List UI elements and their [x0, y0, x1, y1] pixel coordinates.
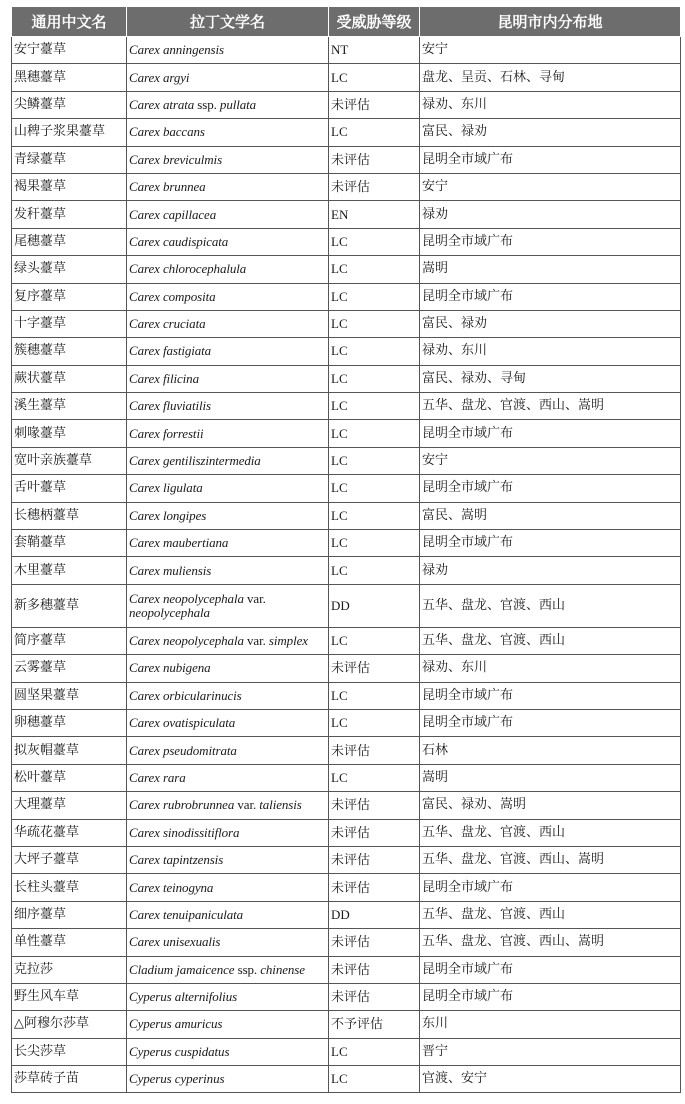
cell-distribution: 东川 [420, 1011, 681, 1038]
table-row [12, 709, 681, 736]
header-threat-level: 受威胁等级 [329, 7, 420, 37]
latin-epithet: amuricus [174, 1016, 223, 1032]
cell-chinese-name: 刺喙薹草 [12, 420, 127, 447]
cell-distribution: 五华、盘龙、官渡、西山、嵩明 [420, 929, 681, 956]
cell-distribution: 禄劝 [420, 557, 681, 584]
latin-epithet: anningensis [162, 42, 224, 58]
header-row [12, 7, 681, 37]
cell-distribution: 昆明全市域广布 [420, 874, 681, 901]
latin-epithet: cuspidatus [174, 1043, 230, 1059]
table-row [12, 91, 681, 118]
table-row [12, 929, 681, 956]
cell-latin-name [127, 557, 329, 584]
cell-chinese-name: 套鞘薹草 [12, 530, 127, 557]
table-row [12, 310, 681, 337]
cell-threat-level: NT [329, 37, 420, 64]
cell-distribution: 五华、盘龙、官渡、西山、嵩明 [420, 846, 681, 873]
latin-genus: Carex [129, 343, 160, 359]
latin-epithet: jamaicence [176, 961, 235, 977]
latin-genus: Carex [129, 96, 160, 112]
latin-genus: Cyperus [129, 1071, 172, 1087]
table-row [12, 228, 681, 255]
latin-genus: Carex [129, 633, 160, 648]
latin-epithet: chlorocephalula [162, 261, 247, 277]
cell-threat-level: LC [329, 393, 420, 420]
latin-epithet: longipes [162, 507, 207, 523]
cell-distribution: 昆明全市域广布 [420, 682, 681, 709]
table-row [12, 1011, 681, 1038]
cell-threat-level: LC [329, 119, 420, 146]
cell-distribution: 昆明全市域广布 [420, 709, 681, 736]
cell-chinese-name: 褐果薹草 [12, 173, 127, 200]
latin-genus: Carex [129, 687, 160, 703]
latin-genus: Carex [129, 852, 160, 868]
cell-threat-level: LC [329, 627, 420, 654]
latin-genus: Carex [129, 370, 160, 386]
cell-threat-level: 未评估 [329, 91, 420, 118]
latin-genus: Carex [129, 535, 160, 551]
cell-distribution: 富民、嵩明 [420, 502, 681, 529]
cell-chinese-name: 克拉莎 [12, 956, 127, 983]
cell-threat-level: 未评估 [329, 792, 420, 819]
cell-threat-level: DD [329, 901, 420, 928]
table-row [12, 627, 681, 654]
table-row [12, 338, 681, 365]
table-row [12, 874, 681, 901]
cell-threat-level: EN [329, 201, 420, 228]
cell-distribution: 安宁 [420, 173, 681, 200]
latin-epithet: teinogyna [162, 879, 214, 895]
cell-chinese-name: 蕨状薹草 [12, 365, 127, 392]
cell-chinese-name: 舌叶薹草 [12, 475, 127, 502]
cell-chinese-name: 云雾薹草 [12, 655, 127, 682]
latin-genus: Carex [129, 797, 160, 813]
table-body [12, 37, 681, 1093]
cell-threat-level: 未评估 [329, 874, 420, 901]
latin-genus: Cyperus [129, 1016, 172, 1032]
cell-latin-name [127, 682, 329, 709]
cell-threat-level: LC [329, 256, 420, 283]
cell-latin-name [127, 119, 329, 146]
cell-distribution: 昆明全市域广布 [420, 283, 681, 310]
cell-latin-name [127, 201, 329, 228]
cell-distribution: 五华、盘龙、官渡、西山 [420, 584, 681, 627]
cell-distribution: 富民、禄劝、嵩明 [420, 792, 681, 819]
cell-latin-name [127, 228, 329, 255]
cell-chinese-name: 绿头薹草 [12, 256, 127, 283]
latin-epithet: neopolycephala [162, 590, 244, 606]
table-header [12, 7, 681, 37]
cell-chinese-name: 长穗柄薹草 [12, 502, 127, 529]
cell-chinese-name: 卵穗薹草 [12, 709, 127, 736]
cell-threat-level: LC [329, 365, 420, 392]
cell-latin-name [127, 584, 329, 627]
cell-threat-level: LC [329, 502, 420, 529]
table-row [12, 956, 681, 983]
cell-distribution: 富民、禄劝 [420, 119, 681, 146]
table-row [12, 119, 681, 146]
cell-latin-name [127, 173, 329, 200]
cell-threat-level: 不予评估 [329, 1011, 420, 1038]
table-row [12, 283, 681, 310]
latin-genus: Carex [129, 660, 160, 676]
cell-chinese-name: 华疏花薹草 [12, 819, 127, 846]
latin-genus: Carex [129, 715, 160, 731]
table-row [12, 1066, 681, 1093]
latin-epithet: sinodissitiflora [162, 824, 240, 840]
cell-latin-name [127, 655, 329, 682]
latin-epithet: neopolycephala [162, 633, 244, 648]
latin-epithet: breviculmis [162, 151, 223, 167]
cell-distribution: 五华、盘龙、官渡、西山、嵩明 [420, 393, 681, 420]
table-row [12, 393, 681, 420]
cell-distribution: 昆明全市域广布 [420, 530, 681, 557]
latin-epithet: forrestii [162, 425, 204, 441]
cell-latin-name [127, 502, 329, 529]
cell-distribution: 五华、盘龙、官渡、西山 [420, 627, 681, 654]
latin-epithet: maubertiana [162, 535, 229, 551]
latin-rank: var. [237, 797, 257, 813]
latin-epithet: alternifolius [174, 989, 238, 1005]
cell-chinese-name: 溪生薹草 [12, 393, 127, 420]
cell-threat-level: LC [329, 764, 420, 791]
latin-epithet: fastigiata [162, 343, 212, 359]
cell-latin-name [127, 792, 329, 819]
species-table [11, 7, 681, 1093]
table-row [12, 655, 681, 682]
latin-genus: Carex [129, 562, 160, 578]
latin-genus: Carex [129, 261, 160, 277]
cell-chinese-name: 宽叶亲族薹草 [12, 447, 127, 474]
cell-distribution: 石林 [420, 737, 681, 764]
cell-chinese-name: 大坪子薹草 [12, 846, 127, 873]
cell-threat-level: LC [329, 682, 420, 709]
table-row [12, 173, 681, 200]
latin-epithet: composita [162, 288, 216, 304]
cell-latin-name [127, 91, 329, 118]
cell-threat-level: LC [329, 447, 420, 474]
cell-distribution: 禄劝 [420, 201, 681, 228]
cell-chinese-name: 木里薹草 [12, 557, 127, 584]
cell-distribution: 官渡、安宁 [420, 1066, 681, 1093]
table-row [12, 365, 681, 392]
latin-infraspecific: taliensis [259, 797, 302, 813]
cell-latin-name [127, 874, 329, 901]
cell-chinese-name: 细序薹草 [12, 901, 127, 928]
cell-threat-level: LC [329, 1038, 420, 1065]
latin-epithet: ligulata [162, 480, 203, 496]
latin-genus: Carex [129, 151, 160, 167]
table-row [12, 447, 681, 474]
cell-chinese-name: 单性薹草 [12, 929, 127, 956]
table-row [12, 557, 681, 584]
cell-distribution: 昆明全市域广布 [420, 420, 681, 447]
cell-distribution: 安宁 [420, 447, 681, 474]
cell-chinese-name: 山稗子浆果薹草 [12, 119, 127, 146]
latin-genus: Carex [129, 233, 160, 249]
table-row [12, 983, 681, 1010]
latin-epithet: argyi [162, 69, 190, 85]
latin-epithet: brunnea [162, 179, 206, 195]
cell-chinese-name: 十字薹草 [12, 310, 127, 337]
latin-genus: Cyperus [129, 1043, 172, 1059]
cell-distribution: 昆明全市域广布 [420, 956, 681, 983]
latin-genus: Cladium [129, 961, 174, 977]
latin-epithet: unisexualis [162, 934, 221, 950]
cell-threat-level: LC [329, 338, 420, 365]
cell-latin-name [127, 365, 329, 392]
latin-epithet: pseudomitrata [162, 742, 237, 758]
latin-genus: Carex [129, 288, 160, 304]
cell-distribution: 嵩明 [420, 256, 681, 283]
latin-genus: Carex [129, 879, 160, 895]
latin-epithet: gentiliszintermedia [162, 453, 261, 469]
cell-chinese-name: 复序薹草 [12, 283, 127, 310]
cell-distribution: 安宁 [420, 37, 681, 64]
cell-distribution: 富民、禄劝、寻甸 [420, 365, 681, 392]
cell-threat-level: 未评估 [329, 956, 420, 983]
cell-threat-level: LC [329, 530, 420, 557]
table-row [12, 475, 681, 502]
cell-latin-name [127, 846, 329, 873]
cell-chinese-name: 尖鳞薹草 [12, 91, 127, 118]
cell-latin-name [127, 901, 329, 928]
table-row [12, 764, 681, 791]
latin-epithet: fluviatilis [162, 398, 211, 414]
cell-threat-level: LC [329, 310, 420, 337]
latin-epithet: rara [162, 769, 186, 785]
cell-chinese-name: 发秆薹草 [12, 201, 127, 228]
latin-epithet: cruciata [162, 316, 206, 332]
cell-chinese-name: △阿穆尔莎草 [12, 1011, 127, 1038]
table-row [12, 201, 681, 228]
latin-epithet: tenuipaniculata [162, 906, 244, 922]
cell-threat-level: LC [329, 475, 420, 502]
table-row [12, 792, 681, 819]
cell-chinese-name: 拟灰帽薹草 [12, 737, 127, 764]
latin-genus: Carex [129, 316, 160, 332]
latin-infraspecific: pullata [219, 96, 257, 112]
cell-latin-name [127, 819, 329, 846]
cell-latin-name [127, 146, 329, 173]
cell-distribution: 五华、盘龙、官渡、西山 [420, 819, 681, 846]
latin-infraspecific: simplex [268, 633, 308, 648]
cell-threat-level: 未评估 [329, 846, 420, 873]
cell-latin-name [127, 338, 329, 365]
cell-distribution: 嵩明 [420, 764, 681, 791]
header-chinese-name: 通用中文名 [12, 7, 127, 37]
cell-chinese-name: 圆坚果薹草 [12, 682, 127, 709]
cell-latin-name [127, 475, 329, 502]
cell-threat-level: LC [329, 709, 420, 736]
cell-threat-level: 未评估 [329, 173, 420, 200]
cell-latin-name [127, 393, 329, 420]
cell-latin-name [127, 627, 329, 654]
table-row [12, 146, 681, 173]
cell-latin-name [127, 420, 329, 447]
table-row [12, 420, 681, 447]
latin-genus: Carex [129, 453, 160, 469]
cell-threat-level: 未评估 [329, 146, 420, 173]
table-row [12, 901, 681, 928]
table-row [12, 584, 681, 627]
cell-distribution: 禄劝、东川 [420, 338, 681, 365]
header-distribution: 昆明市内分布地 [420, 7, 681, 37]
cell-chinese-name: 松叶薹草 [12, 764, 127, 791]
cell-latin-name [127, 764, 329, 791]
latin-rank: ssp. [197, 96, 217, 112]
cell-distribution: 昆明全市域广布 [420, 228, 681, 255]
latin-genus: Carex [129, 507, 160, 523]
cell-latin-name [127, 256, 329, 283]
cell-chinese-name: 简序薹草 [12, 627, 127, 654]
cell-threat-level: 未评估 [329, 929, 420, 956]
cell-threat-level: LC [329, 228, 420, 255]
cell-threat-level: 未评估 [329, 983, 420, 1010]
latin-epithet: caudispicata [162, 233, 229, 249]
latin-genus: Carex [129, 179, 160, 195]
latin-rank: var. [247, 633, 266, 648]
latin-genus: Carex [129, 742, 160, 758]
cell-distribution: 昆明全市域广布 [420, 475, 681, 502]
cell-chinese-name: 青绿薹草 [12, 146, 127, 173]
cell-distribution: 富民、禄劝 [420, 310, 681, 337]
latin-epithet: baccans [162, 124, 205, 140]
cell-threat-level: LC [329, 557, 420, 584]
table-row [12, 846, 681, 873]
latin-genus: Carex [129, 824, 160, 840]
cell-threat-level: LC [329, 1066, 420, 1093]
cell-chinese-name: 尾穗薹草 [12, 228, 127, 255]
latin-rank: ssp. [237, 961, 258, 977]
table-row [12, 819, 681, 846]
cell-chinese-name: 黑穗薹草 [12, 64, 127, 91]
cell-latin-name [127, 1038, 329, 1065]
latin-genus: Carex [129, 425, 160, 441]
latin-epithet: muliensis [162, 562, 212, 578]
table-row [12, 530, 681, 557]
latin-infraspecific: neopolycephala [129, 604, 210, 620]
latin-rank: var. [247, 590, 266, 606]
latin-epithet: ovatispiculata [162, 715, 236, 731]
cell-chinese-name: 莎草砖子苗 [12, 1066, 127, 1093]
header-latin-name: 拉丁文学名 [127, 7, 329, 37]
cell-threat-level: 未评估 [329, 737, 420, 764]
cell-latin-name [127, 1066, 329, 1093]
cell-latin-name [127, 283, 329, 310]
cell-latin-name [127, 64, 329, 91]
cell-threat-level: 未评估 [329, 655, 420, 682]
cell-threat-level: LC [329, 64, 420, 91]
cell-threat-level: 未评估 [329, 819, 420, 846]
cell-threat-level: LC [329, 283, 420, 310]
latin-genus: Carex [129, 69, 160, 85]
cell-latin-name [127, 37, 329, 64]
latin-genus: Carex [129, 906, 160, 922]
cell-distribution: 五华、盘龙、官渡、西山 [420, 901, 681, 928]
latin-genus: Carex [129, 590, 160, 606]
latin-epithet: capillacea [162, 206, 217, 222]
cell-latin-name [127, 737, 329, 764]
cell-latin-name [127, 709, 329, 736]
latin-genus: Cyperus [129, 989, 172, 1005]
latin-epithet: orbicularinucis [162, 687, 242, 703]
cell-chinese-name: 长尖莎草 [12, 1038, 127, 1065]
cell-distribution: 晋宁 [420, 1038, 681, 1065]
cell-distribution: 盘龙、呈贡、石林、寻甸 [420, 64, 681, 91]
cell-chinese-name: 簇穗薹草 [12, 338, 127, 365]
cell-chinese-name: 野生风车草 [12, 983, 127, 1010]
cell-distribution: 昆明全市域广布 [420, 146, 681, 173]
cell-distribution: 昆明全市域广布 [420, 983, 681, 1010]
latin-genus: Carex [129, 934, 160, 950]
cell-latin-name [127, 929, 329, 956]
cell-chinese-name: 大理薹草 [12, 792, 127, 819]
cell-latin-name [127, 983, 329, 1010]
cell-chinese-name: 长柱头薹草 [12, 874, 127, 901]
table-row [12, 737, 681, 764]
table-row [12, 256, 681, 283]
table-row [12, 502, 681, 529]
latin-genus: Carex [129, 206, 160, 222]
latin-genus: Carex [129, 769, 160, 785]
table-row [12, 64, 681, 91]
table-row [12, 682, 681, 709]
latin-genus: Carex [129, 480, 160, 496]
latin-epithet: atrata [162, 96, 195, 112]
latin-genus: Carex [129, 398, 160, 414]
cell-threat-level: LC [329, 420, 420, 447]
cell-distribution: 禄劝、东川 [420, 655, 681, 682]
table-row [12, 37, 681, 64]
latin-infraspecific: chinense [260, 961, 305, 977]
cell-latin-name [127, 447, 329, 474]
cell-latin-name [127, 1011, 329, 1038]
latin-epithet: rubrobrunnea [162, 797, 235, 813]
latin-epithet: cyperinus [174, 1071, 225, 1087]
latin-epithet: tapintzensis [162, 852, 224, 868]
latin-epithet: filicina [162, 370, 199, 386]
latin-genus: Carex [129, 124, 160, 140]
cell-latin-name [127, 530, 329, 557]
table-row [12, 1038, 681, 1065]
cell-distribution: 禄劝、东川 [420, 91, 681, 118]
cell-chinese-name: 新多穗薹草 [12, 584, 127, 627]
latin-epithet: nubigena [162, 660, 211, 676]
cell-latin-name [127, 956, 329, 983]
cell-latin-name [127, 310, 329, 337]
latin-genus: Carex [129, 42, 160, 58]
cell-threat-level: DD [329, 584, 420, 627]
cell-chinese-name: 安宁薹草 [12, 37, 127, 64]
